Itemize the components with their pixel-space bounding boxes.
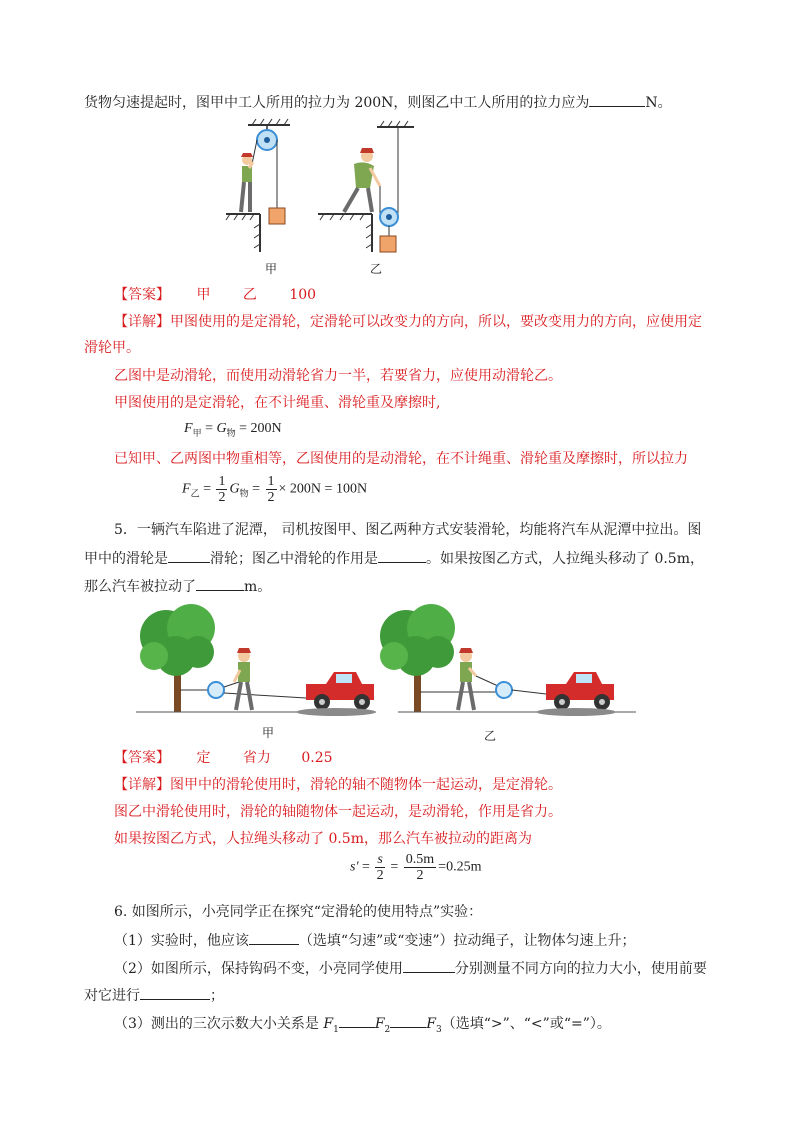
q5-detail-2: 图乙中滑轮使用时，滑轮的轴随物体一起运动，是动滑轮，作用是省力。 xyxy=(114,804,562,820)
eq2-num-2: 1 xyxy=(267,474,275,489)
detail-tag: 【详解】 xyxy=(114,314,170,330)
q5-blank-2 xyxy=(378,548,426,563)
q5-equation: s′ = $\frac{s}{2}$ = $\frac{0.5m}{2}$ =0.25m xyxy=(350,852,482,883)
q5-den-1: 2 xyxy=(376,868,384,883)
eq2-g-sub: 物 xyxy=(239,488,249,499)
q4-equation-2: $F_乙$ = $\frac{1}{2}$ $G_物$ = $\frac{1}{2}$ × 200N = 100N xyxy=(182,474,368,505)
q6-line-5 xyxy=(114,1013,611,1039)
q4-intro xyxy=(84,92,672,112)
load-box-yi xyxy=(380,236,396,252)
q4-intro-end: N。 xyxy=(645,95,672,111)
eq2-den-1: 2 xyxy=(218,490,226,505)
q6-line-5b: （选填“>”、“<”或“=”）。 xyxy=(441,1016,611,1032)
eq2-times: × 200N xyxy=(278,481,322,497)
answer-2: 省力 xyxy=(242,750,271,766)
eq1-g-sub: 物 xyxy=(226,427,236,438)
eq1-g: G xyxy=(216,421,227,436)
q6-f1: F xyxy=(323,1016,334,1032)
q5-line-3b: m。 xyxy=(244,579,272,595)
eq1-rhs: 200N xyxy=(250,421,282,436)
eq2-frac-2 xyxy=(266,474,277,505)
eq2-f: F xyxy=(182,481,191,497)
eq2-frac-1 xyxy=(216,474,227,505)
q6-f1-sub: 1 xyxy=(333,1024,339,1035)
q5-line-2a: 甲中的滑轮是 xyxy=(84,551,168,567)
q6-line-4a: 对它进行 xyxy=(84,988,140,1004)
q6-line-4b: ； xyxy=(210,988,224,1004)
q4-detail-text-1a: 甲图使用的是定滑轮，定滑轮可以改变力的方向，所以，要改变用力的方向，应使用定 xyxy=(170,314,702,330)
q4-detail-4: 已知甲、乙两图中物重相等，乙图使用的是动滑轮，在不计绳重、滑轮重及摩擦时，所以拉力 xyxy=(114,451,688,467)
q5-num-2: 0.5m xyxy=(405,852,435,867)
q5-detail-1 xyxy=(114,776,562,794)
q6-line-4 xyxy=(84,985,224,1005)
worker-yi xyxy=(344,148,380,212)
q5-blank-3 xyxy=(196,576,244,591)
worker-jia xyxy=(241,153,253,212)
q5-num-1: s xyxy=(377,852,383,867)
eq-s-prime: s′ xyxy=(350,859,359,875)
q6-blank-4 xyxy=(339,1013,375,1028)
q4-detail-1b: 滑轮甲。 xyxy=(84,340,140,356)
q6-blank-3 xyxy=(140,985,210,1000)
q4-intro-text: 货物匀速提起时，图甲中工人所用的拉力为 200N，则图乙中工人所用的拉力应为 xyxy=(84,95,590,111)
q6-blank-2 xyxy=(403,958,455,973)
load-box-jia xyxy=(269,208,285,224)
eq2-den-2: 2 xyxy=(267,490,275,505)
q6-line-2 xyxy=(114,930,636,950)
q6-blank-5 xyxy=(390,1013,426,1028)
q5-line-2 xyxy=(84,548,704,568)
q6-line-5a: （3）测出的三次示数大小关系是 xyxy=(114,1016,319,1032)
q6-line-2b: （选填“匀速”或“变速”）拉动绳子，让物体匀速上升； xyxy=(298,933,636,949)
q4-detail-3: 甲图使用的是定滑轮，在不计绳重、滑轮重及摩擦时, xyxy=(114,395,441,411)
eq2-num-1: 1 xyxy=(218,474,226,489)
q5-frac-2 xyxy=(404,852,436,883)
answer-2: 乙 xyxy=(242,287,257,303)
tree-yi xyxy=(380,604,455,712)
q5-line-2b: 滑轮；图乙中滑轮的作用是 xyxy=(210,551,378,567)
q6-f2: F xyxy=(374,1016,385,1032)
fixed-pulley-car-jia xyxy=(208,682,224,698)
q5-line-2c: 。如果按图乙方式，人拉绳头移动了 xyxy=(426,551,650,567)
detail-tag: 【详解】 xyxy=(114,777,170,793)
q6-blank-1 xyxy=(249,930,299,945)
answer-3: 0.25 xyxy=(301,750,333,766)
q5-caption-yi: 乙 xyxy=(484,729,497,743)
q5-detail-text-1: 图甲中的滑轮使用时，滑轮的轴不随物体一起运动，是定滑轮。 xyxy=(170,777,562,793)
q5-frac-1 xyxy=(375,852,384,883)
answer-3: 100 xyxy=(289,287,317,303)
q5-car-figure xyxy=(136,598,636,722)
q6-line-1: 6. 如图所示，小亮同学正在探究“定滑轮的使用特点”实验： xyxy=(114,904,483,920)
eq1-f: F xyxy=(184,421,193,436)
eq2-g: G xyxy=(229,481,240,497)
eq2-rhs: 100N xyxy=(335,481,368,497)
q4-caption-yi: 乙 xyxy=(370,262,383,276)
q4-equation-1: $F_甲 = G_物 = 200N$ xyxy=(184,421,282,438)
q5-line-2d: 0.5m， xyxy=(654,551,704,567)
q5-line-3 xyxy=(84,576,271,596)
q4-answer xyxy=(114,286,316,304)
q5-detail-3a: 如果按图乙方式，人拉绳头移动了 xyxy=(114,831,324,847)
q4-pulley-figure xyxy=(222,116,432,256)
worker-car-yi xyxy=(458,648,476,710)
tree-jia xyxy=(140,604,215,712)
q4-caption-jia: 甲 xyxy=(265,262,278,276)
car-jia xyxy=(296,672,376,716)
q5-line-1b: 司机按图甲、图乙两种方式安装滑轮，均能将汽车从泥潭中拉出。图 xyxy=(281,522,702,538)
q6-f2-sub: 2 xyxy=(384,1024,391,1035)
worker-car-jia xyxy=(234,648,252,710)
q5-answer xyxy=(114,749,333,767)
eq2-f-sub: 乙 xyxy=(190,488,200,499)
q5-line-1 xyxy=(114,521,701,539)
q5-rhs: =0.25m xyxy=(438,859,482,875)
q5-line-3a: 那么汽车被拉动了 xyxy=(84,579,196,595)
q6-line-2a: （1）实验时，他应该 xyxy=(114,933,249,949)
q6-line-3b: 分别测量不同方向的拉力大小，使用前要 xyxy=(454,961,707,977)
movable-pulley-car-yi xyxy=(496,682,512,698)
q5-line-1a: 5．一辆汽车陷进了泥潭， xyxy=(114,522,277,538)
answer-1: 甲 xyxy=(196,287,211,303)
answer-1: 定 xyxy=(196,750,211,766)
answer-tag: 【答案】 xyxy=(114,750,170,766)
q6-line-3a: （2）如图所示，保持钩码不变，小亮同学使用 xyxy=(114,961,403,977)
eq1-f-sub: 甲 xyxy=(192,427,202,438)
q5-detail-3b: 0.5m，那么汽车被拉动的距离为 xyxy=(328,831,532,847)
q5-den-2: 2 xyxy=(416,868,424,883)
car-yi xyxy=(536,672,616,716)
answer-tag: 【答案】 xyxy=(114,287,170,303)
q6-line-3 xyxy=(114,958,707,978)
q5-blank-1 xyxy=(168,548,210,563)
q4-blank xyxy=(589,92,645,107)
q5-caption-jia: 甲 xyxy=(262,726,275,740)
q6-f3-sub: 3 xyxy=(436,1024,442,1035)
q4-detail-1a xyxy=(114,313,702,331)
q4-detail-2: 乙图中是动滑轮，而使用动滑轮省力一半，若要省力，应使用动滑轮乙。 xyxy=(114,368,562,384)
q6-f3: F xyxy=(426,1016,436,1032)
q5-detail-3 xyxy=(114,830,532,848)
